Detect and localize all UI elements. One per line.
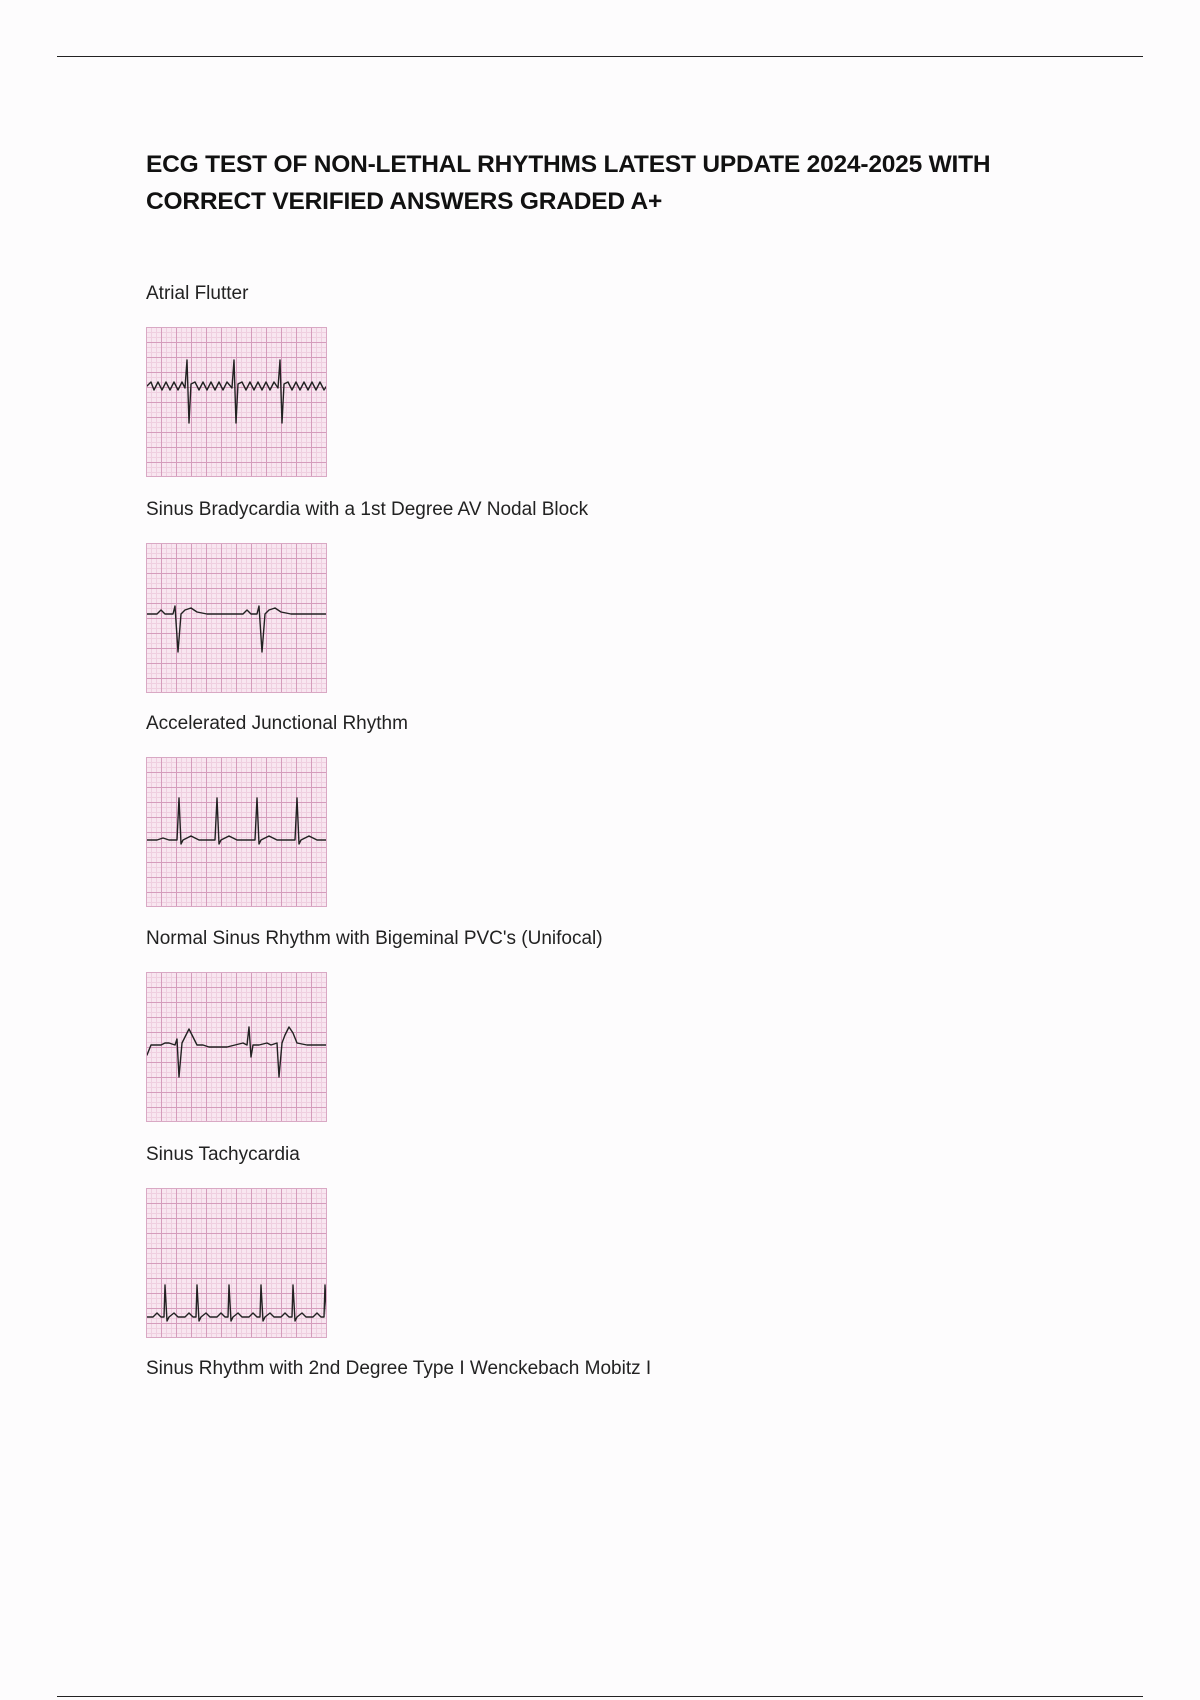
- rhythm-item-bigeminal-pvc: [146, 927, 603, 951]
- ecg-trace: [147, 1189, 327, 1338]
- rhythm-label: Sinus Tachycardia: [146, 1144, 300, 1165]
- rhythm-item-sinus-bradycardia: [146, 498, 588, 522]
- ecg-trace: [147, 328, 327, 477]
- rhythm-label: Normal Sinus Rhythm with Bigeminal PVC's (Unifocal): [146, 928, 603, 949]
- top-rule: [57, 56, 1143, 57]
- ecg-trace: [147, 544, 327, 693]
- bottom-rule: [57, 1696, 1143, 1697]
- rhythm-item-atrial-flutter: [146, 282, 248, 306]
- ecg-strip-sinus-bradycardia-image: [146, 543, 327, 693]
- ecg-strip-bigeminal-pvc-image: [146, 972, 327, 1122]
- rhythm-item-wenckebach: [146, 1357, 651, 1381]
- rhythm-item-sinus-tachycardia: [146, 1143, 300, 1167]
- rhythm-item-accelerated-junctional: [146, 712, 408, 736]
- ecg-strip-accelerated-junctional-image: [146, 757, 327, 907]
- rhythm-label: Sinus Bradycardia with a 1st Degree AV Nodal Block: [146, 499, 589, 520]
- rhythm-label: Atrial Flutter: [146, 283, 249, 304]
- ecg-trace: [147, 973, 327, 1122]
- rhythm-label: Sinus Rhythm with 2nd Degree Type I Wenckebach Mobitz I: [146, 1358, 652, 1379]
- rhythm-label: Accelerated Junctional Rhythm: [146, 713, 408, 734]
- document-title: ECG TEST OF NON-LETHAL RHYTHMS LATEST UPDATE 2024-2025 WITH CORRECT VERIFIED ANSWERS GRADED A+: [146, 151, 991, 215]
- ecg-trace: [147, 758, 327, 907]
- ecg-strip-sinus-tachycardia-image: [146, 1188, 327, 1338]
- ecg-strip-atrial-flutter-image: [146, 327, 327, 477]
